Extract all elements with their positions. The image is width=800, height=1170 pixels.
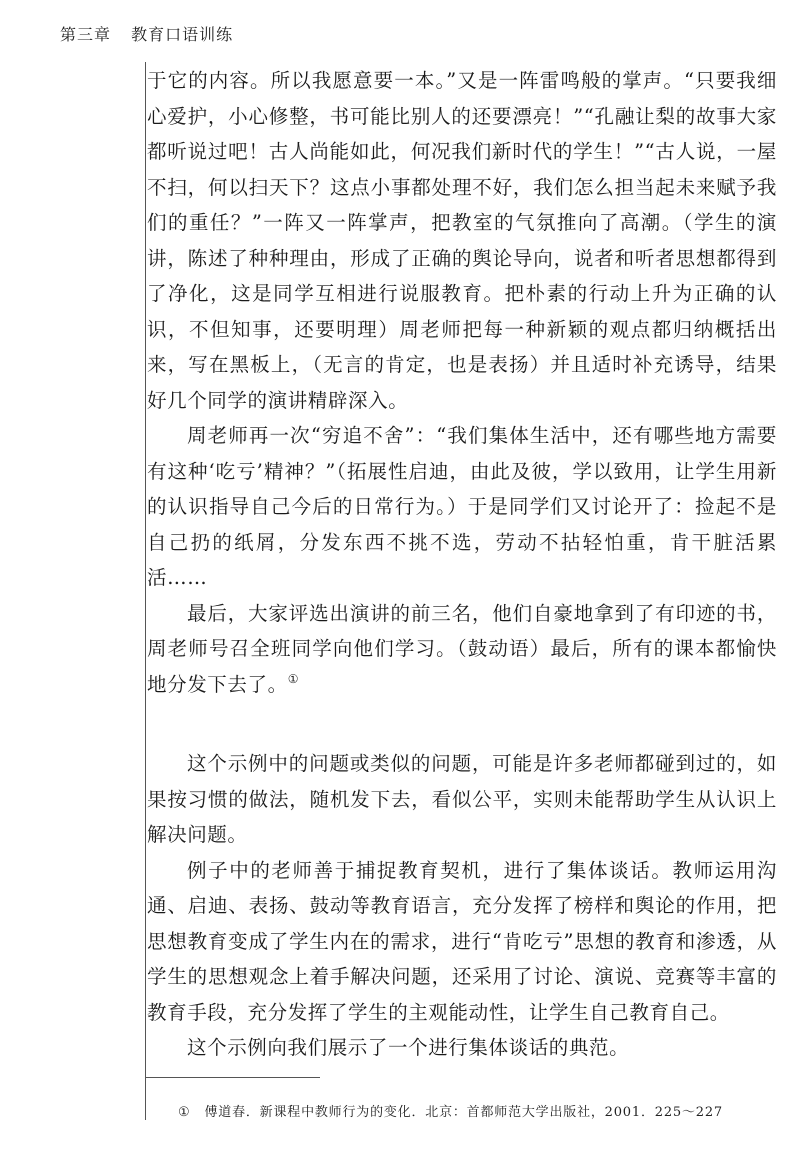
footnote-rule: [145, 1077, 320, 1078]
chapter-title: 教育口语训练: [131, 25, 234, 44]
footnote-mark: ①: [178, 1105, 191, 1120]
paragraph-2: 周老师再一次“穷追不舍”：“我们集体生活中，还有哪些地方需要有这种‘吃亏’精神？”（拓展性启迪，由此及彼，学以致用，让学生用新的认识指导自己今后的日常行为。）于是同学们又讨论开了：捡起不是自己扔的纸屑，分发东西不挑不选，劳动不拈轻怕重，肯干脏活累活……: [147, 424, 777, 589]
paragraph-1: 于它的内容。所以我愿意要一本。”又是一阵雷鸣般的掌声。“只要我细心爱护，小心修整，书可能比别人的还要漂亮！”“孔融让梨的故事大家都听说过吧！古人尚能如此，何况我们新时代的学生！”“古人说，一屋不扫，何以扫天下？这点小事都处理不好，我们怎么担当起未来赋予我们的重任？”一阵又一阵掌声，把教室的气氛推向了高潮。（学生的演讲，陈述了种种理由，形成了正确的舆论导向，说者和听者思想都得到了净化，这是同学互相进行说服教育。把朴素的行动上升为正确的认识，不但知事，还要明理）周老师把每一种新颖的观点都归纳概括出来，写在黑板上，（无言的肯定，也是表扬）并且适时补充诱导，结果好几个同学的演讲精辟深入。: [147, 69, 777, 412]
paragraph-4: 这个示例中的问题或类似的问题，可能是许多老师都碰到过的，如果按习惯的做法，随机发下去，看似公平，实则未能帮助学生从认识上解决问题。: [147, 752, 777, 846]
running-header: [60, 22, 233, 45]
chapter-number: 第三章: [60, 25, 112, 44]
paragraph-6: 这个示例向我们展示了一个进行集体谈话的典范。: [187, 1036, 630, 1059]
left-margin-rule: [145, 62, 146, 1120]
paragraph-5: 例子中的老师善于捕捉教育契机，进行了集体谈话。教师运用沟通、启迪、表扬、鼓动等教育语言，充分发挥了榜样和舆论的作用，把思想教育变成了学生内在的需求，进行“肯吃亏”思想的教育和渗透，从学生的思想观念上着手解决问题，还采用了讨论、演说、竞赛等丰富的教育手段，充分发挥了学生的主观能动性，让学生自己教育自己。: [147, 858, 777, 1024]
paragraph-3: [147, 596, 777, 703]
footnote-reference[interactable]: ①: [287, 671, 300, 686]
body-text: [147, 63, 777, 1066]
footnote-text: 傅道春．新课程中教师行为的变化．北京：首都师范大学出版社，2001．225～227: [204, 1105, 723, 1120]
footnote: [178, 1101, 788, 1120]
paragraph-3-text: 最后，大家评选出演讲的前三名，他们自豪地拿到了有印迹的书，周老师号召全班同学向他们学习。（鼓动语）最后，所有的课本都愉快地分发下去了。: [147, 601, 777, 696]
